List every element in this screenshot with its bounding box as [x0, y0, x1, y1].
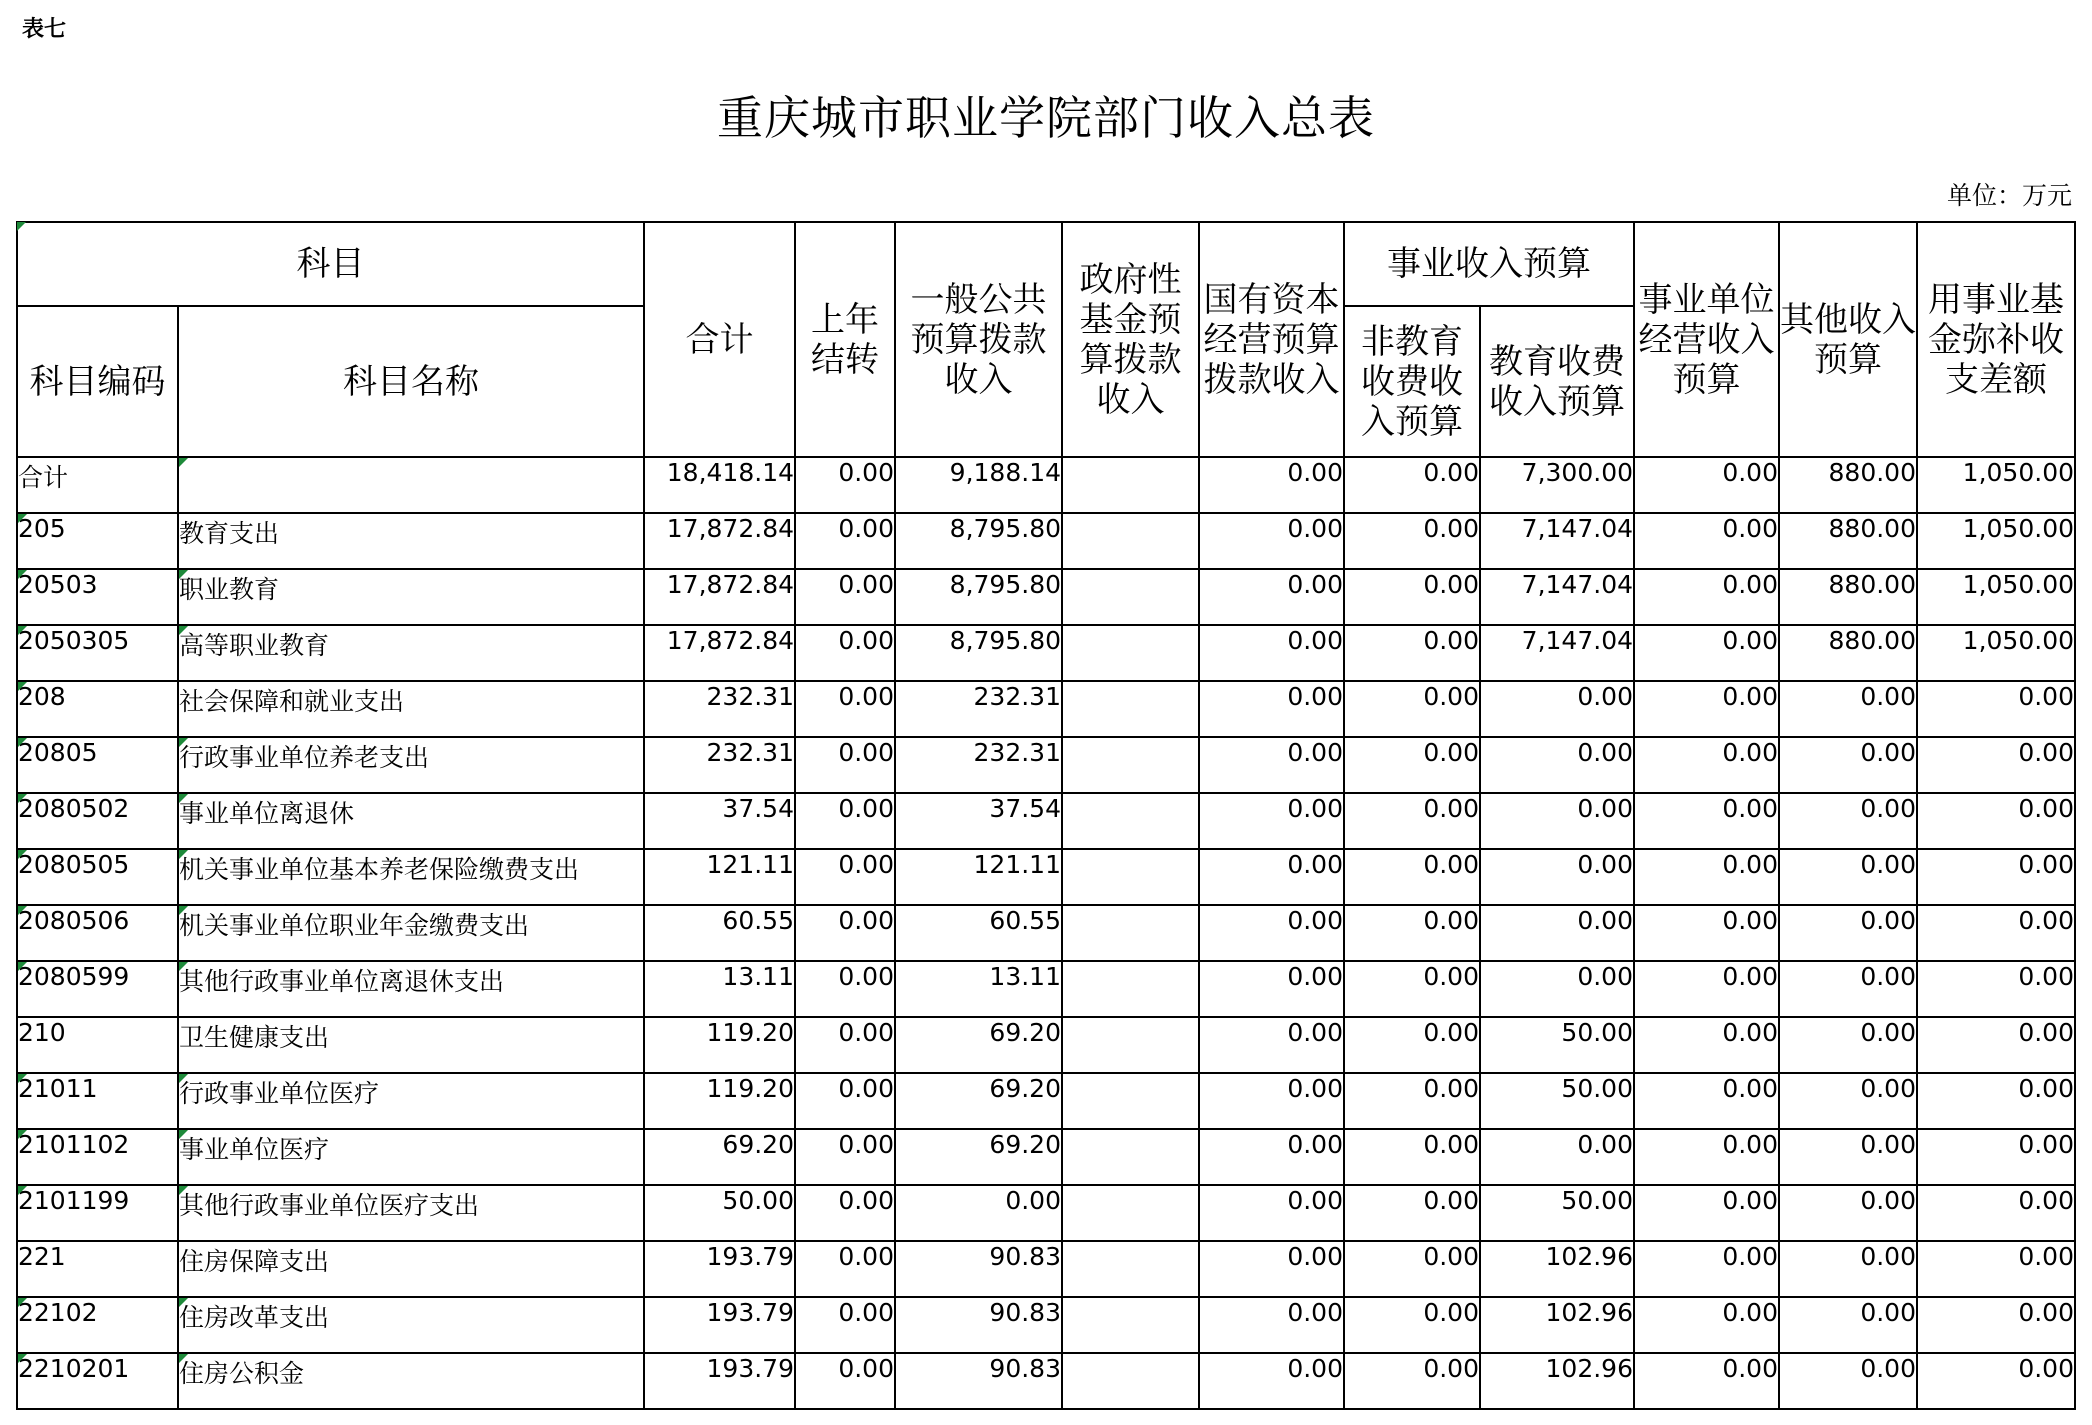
gov-fund-cell — [1062, 849, 1199, 905]
state-capital-cell: 0.00 — [1199, 1073, 1344, 1129]
general-budget-cell: 69.20 — [895, 1073, 1062, 1129]
header-state-capital: 国有资本经营预算拨款收入 — [1199, 222, 1344, 457]
page-title: 重庆城市职业学院部门收入总表 — [717, 91, 1375, 145]
cell-marker-icon — [179, 850, 188, 859]
reserve-fund-cell: 0.00 — [1917, 1185, 2075, 1241]
non-edu-fee-cell: 0.00 — [1344, 961, 1480, 1017]
business-operating-cell: 0.00 — [1634, 569, 1779, 625]
cell-marker-icon — [18, 1130, 27, 1139]
gov-fund-cell — [1062, 737, 1199, 793]
gov-fund-cell — [1062, 1185, 1199, 1241]
edu-fee-cell: 0.00 — [1480, 961, 1634, 1017]
other-income-cell: 0.00 — [1779, 1073, 1917, 1129]
subject-code-cell: 210 — [17, 1017, 178, 1073]
state-capital-cell: 0.00 — [1199, 625, 1344, 681]
subject-name-cell: 事业单位离退休 — [178, 793, 644, 849]
table-body — [17, 457, 2075, 1409]
carryover-cell: 0.00 — [795, 737, 895, 793]
reserve-fund-cell: 0.00 — [1917, 905, 2075, 961]
subject-name-cell: 机关事业单位职业年金缴费支出 — [178, 905, 644, 961]
subject-name-cell: 卫生健康支出 — [178, 1017, 644, 1073]
edu-fee-cell: 0.00 — [1480, 681, 1634, 737]
general-budget-cell: 232.31 — [895, 681, 1062, 737]
header-non-edu-fee: 非教育收费收入预算 — [1344, 306, 1480, 457]
carryover-cell: 0.00 — [795, 905, 895, 961]
carryover-cell: 0.00 — [795, 1185, 895, 1241]
general-budget-cell: 121.11 — [895, 849, 1062, 905]
total-cell: 232.31 — [644, 681, 795, 737]
cell-marker-icon — [18, 682, 27, 691]
gov-fund-cell — [1062, 1297, 1199, 1353]
carryover-cell: 0.00 — [795, 1353, 895, 1409]
table-row — [17, 961, 2075, 1017]
other-income-cell: 880.00 — [1779, 625, 1917, 681]
subject-name-cell: 机关事业单位基本养老保险缴费支出 — [178, 849, 644, 905]
state-capital-cell: 0.00 — [1199, 961, 1344, 1017]
non-edu-fee-cell: 0.00 — [1344, 1073, 1480, 1129]
document-tag: 表七 — [22, 16, 67, 42]
subject-code-cell: 221 — [17, 1241, 178, 1297]
non-edu-fee-cell: 0.00 — [1344, 1353, 1480, 1409]
edu-fee-cell: 0.00 — [1480, 737, 1634, 793]
cell-marker-icon — [179, 1186, 188, 1195]
non-edu-fee-cell: 0.00 — [1344, 513, 1480, 569]
total-cell: 18,418.14 — [644, 457, 795, 513]
cell-marker-icon — [18, 626, 27, 635]
state-capital-cell: 0.00 — [1199, 513, 1344, 569]
header-total: 合计 — [644, 222, 795, 457]
other-income-cell: 0.00 — [1779, 849, 1917, 905]
subject-name-cell: 高等职业教育 — [178, 625, 644, 681]
cell-marker-icon — [179, 738, 188, 747]
header-subject-name: 科目名称 — [178, 306, 644, 457]
state-capital-cell: 0.00 — [1199, 1129, 1344, 1185]
table-row — [17, 457, 2075, 513]
cell-marker-icon — [18, 1298, 27, 1307]
reserve-fund-cell: 0.00 — [1917, 681, 2075, 737]
reserve-fund-cell: 0.00 — [1917, 961, 2075, 1017]
edu-fee-cell: 7,147.04 — [1480, 513, 1634, 569]
edu-fee-cell: 7,300.00 — [1480, 457, 1634, 513]
carryover-cell: 0.00 — [795, 793, 895, 849]
gov-fund-cell — [1062, 905, 1199, 961]
total-cell: 119.20 — [644, 1073, 795, 1129]
gov-fund-cell — [1062, 1353, 1199, 1409]
non-edu-fee-cell: 0.00 — [1344, 1185, 1480, 1241]
other-income-cell: 0.00 — [1779, 1129, 1917, 1185]
business-operating-cell: 0.00 — [1634, 1297, 1779, 1353]
cell-marker-icon — [17, 222, 26, 231]
subject-code-cell: 2080599 — [17, 961, 178, 1017]
edu-fee-cell: 7,147.04 — [1480, 569, 1634, 625]
total-cell: 193.79 — [644, 1297, 795, 1353]
non-edu-fee-cell: 0.00 — [1344, 1297, 1480, 1353]
edu-fee-cell: 7,147.04 — [1480, 625, 1634, 681]
general-budget-cell: 90.83 — [895, 1241, 1062, 1297]
table-row — [17, 681, 2075, 737]
cell-marker-icon — [18, 1186, 27, 1195]
non-edu-fee-cell: 0.00 — [1344, 793, 1480, 849]
business-operating-cell: 0.00 — [1634, 961, 1779, 1017]
other-income-cell: 880.00 — [1779, 457, 1917, 513]
reserve-fund-cell: 0.00 — [1917, 1241, 2075, 1297]
general-budget-cell: 8,795.80 — [895, 513, 1062, 569]
non-edu-fee-cell: 0.00 — [1344, 849, 1480, 905]
total-cell: 50.00 — [644, 1185, 795, 1241]
general-budget-cell: 37.54 — [895, 793, 1062, 849]
cell-marker-icon — [179, 458, 188, 467]
table-row — [17, 1017, 2075, 1073]
reserve-fund-cell: 0.00 — [1917, 1297, 2075, 1353]
other-income-cell: 0.00 — [1779, 737, 1917, 793]
cell-marker-icon — [179, 962, 188, 971]
non-edu-fee-cell: 0.00 — [1344, 1129, 1480, 1185]
general-budget-cell: 90.83 — [895, 1353, 1062, 1409]
reserve-fund-cell: 0.00 — [1917, 849, 2075, 905]
total-cell: 193.79 — [644, 1353, 795, 1409]
general-budget-cell: 69.20 — [895, 1129, 1062, 1185]
cell-marker-icon — [18, 738, 27, 747]
state-capital-cell: 0.00 — [1199, 849, 1344, 905]
table-row — [17, 569, 2075, 625]
state-capital-cell: 0.00 — [1199, 905, 1344, 961]
subject-name-cell: 社会保障和就业支出 — [178, 681, 644, 737]
total-cell: 17,872.84 — [644, 569, 795, 625]
total-cell: 60.55 — [644, 905, 795, 961]
subject-name-cell: 住房公积金 — [178, 1353, 644, 1409]
other-income-cell: 0.00 — [1779, 905, 1917, 961]
other-income-cell: 0.00 — [1779, 793, 1917, 849]
subject-code-cell: 2210201 — [17, 1353, 178, 1409]
carryover-cell: 0.00 — [795, 1129, 895, 1185]
table-row — [17, 513, 2075, 569]
carryover-cell: 0.00 — [795, 849, 895, 905]
carryover-cell: 0.00 — [795, 1073, 895, 1129]
header-subject-code: 科目编码 — [17, 306, 178, 457]
header-reserve-fund: 用事业基金弥补收支差额 — [1917, 222, 2075, 457]
cell-marker-icon — [18, 850, 27, 859]
subject-code-cell: 2101102 — [17, 1129, 178, 1185]
state-capital-cell: 0.00 — [1199, 793, 1344, 849]
other-income-cell: 0.00 — [1779, 961, 1917, 1017]
table-row — [17, 905, 2075, 961]
reserve-fund-cell: 0.00 — [1917, 1129, 2075, 1185]
total-cell: 119.20 — [644, 1017, 795, 1073]
header-gov-fund: 政府性基金预算拨款收入 — [1062, 222, 1199, 457]
gov-fund-cell — [1062, 457, 1199, 513]
cell-marker-icon — [179, 1074, 188, 1083]
non-edu-fee-cell: 0.00 — [1344, 1017, 1480, 1073]
subject-code-cell: 20805 — [17, 737, 178, 793]
state-capital-cell: 0.00 — [1199, 1017, 1344, 1073]
business-operating-cell: 0.00 — [1634, 1129, 1779, 1185]
state-capital-cell: 0.00 — [1199, 681, 1344, 737]
subject-name-cell: 行政事业单位养老支出 — [178, 737, 644, 793]
reserve-fund-cell: 0.00 — [1917, 1017, 2075, 1073]
reserve-fund-cell: 0.00 — [1917, 737, 2075, 793]
state-capital-cell: 0.00 — [1199, 457, 1344, 513]
edu-fee-cell: 102.96 — [1480, 1353, 1634, 1409]
non-edu-fee-cell: 0.00 — [1344, 625, 1480, 681]
subject-name-cell: 事业单位医疗 — [178, 1129, 644, 1185]
edu-fee-cell: 0.00 — [1480, 793, 1634, 849]
table-row — [17, 625, 2075, 681]
table-row — [17, 1129, 2075, 1185]
subject-code-cell: 2080502 — [17, 793, 178, 849]
reserve-fund-cell: 0.00 — [1917, 1353, 2075, 1409]
cell-marker-icon — [179, 1354, 188, 1363]
cell-marker-icon — [179, 794, 188, 803]
edu-fee-cell: 102.96 — [1480, 1297, 1634, 1353]
business-operating-cell: 0.00 — [1634, 1185, 1779, 1241]
gov-fund-cell — [1062, 1073, 1199, 1129]
general-budget-cell: 60.55 — [895, 905, 1062, 961]
reserve-fund-cell: 0.00 — [1917, 1073, 2075, 1129]
gov-fund-cell — [1062, 793, 1199, 849]
cell-marker-icon — [18, 1074, 27, 1083]
header-edu-fee: 教育收费收入预算 — [1480, 306, 1634, 457]
non-edu-fee-cell: 0.00 — [1344, 737, 1480, 793]
header-general-budget: 一般公共预算拨款收入 — [895, 222, 1062, 457]
business-operating-cell: 0.00 — [1634, 1073, 1779, 1129]
table-row — [17, 793, 2075, 849]
general-budget-cell: 69.20 — [895, 1017, 1062, 1073]
edu-fee-cell: 0.00 — [1480, 849, 1634, 905]
subject-code-cell: 2101199 — [17, 1185, 178, 1241]
business-operating-cell: 0.00 — [1634, 793, 1779, 849]
non-edu-fee-cell: 0.00 — [1344, 1241, 1480, 1297]
gov-fund-cell — [1062, 961, 1199, 1017]
subject-code-cell: 2080505 — [17, 849, 178, 905]
reserve-fund-cell: 1,050.00 — [1917, 513, 2075, 569]
total-cell: 17,872.84 — [644, 513, 795, 569]
state-capital-cell: 0.00 — [1199, 1353, 1344, 1409]
business-operating-cell: 0.00 — [1634, 1353, 1779, 1409]
gov-fund-cell — [1062, 1129, 1199, 1185]
non-edu-fee-cell: 0.00 — [1344, 569, 1480, 625]
cell-marker-icon — [18, 906, 27, 915]
state-capital-cell: 0.00 — [1199, 1241, 1344, 1297]
subject-name-cell: 其他行政事业单位医疗支出 — [178, 1185, 644, 1241]
subject-name-cell: 教育支出 — [178, 513, 644, 569]
other-income-cell: 0.00 — [1779, 1185, 1917, 1241]
total-cell: 69.20 — [644, 1129, 795, 1185]
subject-name-cell: 行政事业单位医疗 — [178, 1073, 644, 1129]
gov-fund-cell — [1062, 681, 1199, 737]
state-capital-cell: 0.00 — [1199, 1297, 1344, 1353]
business-operating-cell: 0.00 — [1634, 681, 1779, 737]
subject-name-cell: 职业教育 — [178, 569, 644, 625]
gov-fund-cell — [1062, 569, 1199, 625]
edu-fee-cell: 0.00 — [1480, 905, 1634, 961]
gov-fund-cell — [1062, 625, 1199, 681]
general-budget-cell: 8,795.80 — [895, 569, 1062, 625]
other-income-cell: 880.00 — [1779, 513, 1917, 569]
other-income-cell: 0.00 — [1779, 1241, 1917, 1297]
reserve-fund-cell: 1,050.00 — [1917, 625, 2075, 681]
cell-marker-icon — [18, 794, 27, 803]
carryover-cell: 0.00 — [795, 513, 895, 569]
table-row — [17, 737, 2075, 793]
subject-code-cell: 205 — [17, 513, 178, 569]
reserve-fund-cell: 1,050.00 — [1917, 569, 2075, 625]
cell-marker-icon — [18, 1354, 27, 1363]
table-row — [17, 849, 2075, 905]
cell-marker-icon — [18, 514, 27, 523]
business-operating-cell: 0.00 — [1634, 457, 1779, 513]
unit-label: 单位：万元 — [1946, 181, 2072, 210]
cell-marker-icon — [179, 570, 188, 579]
business-operating-cell: 0.00 — [1634, 513, 1779, 569]
other-income-cell: 0.00 — [1779, 1017, 1917, 1073]
carryover-cell: 0.00 — [795, 625, 895, 681]
total-cell: 121.11 — [644, 849, 795, 905]
business-operating-cell: 0.00 — [1634, 905, 1779, 961]
other-income-cell: 0.00 — [1779, 1297, 1917, 1353]
other-income-cell: 880.00 — [1779, 569, 1917, 625]
header-business-income-group: 事业收入预算 — [1344, 222, 1634, 306]
general-budget-cell: 232.31 — [895, 737, 1062, 793]
carryover-cell: 0.00 — [795, 1241, 895, 1297]
edu-fee-cell: 50.00 — [1480, 1185, 1634, 1241]
subject-code-cell: 21011 — [17, 1073, 178, 1129]
general-budget-cell: 9,188.14 — [895, 457, 1062, 513]
cell-marker-icon — [18, 570, 27, 579]
other-income-cell: 0.00 — [1779, 1353, 1917, 1409]
header-carryover: 上年结转 — [795, 222, 895, 457]
carryover-cell: 0.00 — [795, 1297, 895, 1353]
gov-fund-cell — [1062, 1017, 1199, 1073]
state-capital-cell: 0.00 — [1199, 1185, 1344, 1241]
general-budget-cell: 13.11 — [895, 961, 1062, 1017]
table-row — [17, 1185, 2075, 1241]
general-budget-cell: 0.00 — [895, 1185, 1062, 1241]
gov-fund-cell — [1062, 1241, 1199, 1297]
total-cell: 37.54 — [644, 793, 795, 849]
edu-fee-cell: 50.00 — [1480, 1017, 1634, 1073]
edu-fee-cell: 50.00 — [1480, 1073, 1634, 1129]
carryover-cell: 0.00 — [795, 1017, 895, 1073]
carryover-cell: 0.00 — [795, 961, 895, 1017]
header-other-income: 其他收入预算 — [1779, 222, 1917, 457]
total-cell: 17,872.84 — [644, 625, 795, 681]
carryover-cell: 0.00 — [795, 457, 895, 513]
general-budget-cell: 8,795.80 — [895, 625, 1062, 681]
subject-code-cell: 20503 — [17, 569, 178, 625]
gov-fund-cell — [1062, 513, 1199, 569]
subject-name-cell: 住房保障支出 — [178, 1241, 644, 1297]
reserve-fund-cell: 1,050.00 — [1917, 457, 2075, 513]
total-cell: 13.11 — [644, 961, 795, 1017]
total-cell: 193.79 — [644, 1241, 795, 1297]
business-operating-cell: 0.00 — [1634, 849, 1779, 905]
business-operating-cell: 0.00 — [1634, 625, 1779, 681]
non-edu-fee-cell: 0.00 — [1344, 905, 1480, 961]
other-income-cell: 0.00 — [1779, 681, 1917, 737]
business-operating-cell: 0.00 — [1634, 1241, 1779, 1297]
subject-name-cell — [178, 457, 644, 513]
state-capital-cell: 0.00 — [1199, 569, 1344, 625]
header-subject-group: 科目 — [17, 222, 644, 306]
cell-marker-icon — [179, 906, 188, 915]
carryover-cell: 0.00 — [795, 569, 895, 625]
carryover-cell: 0.00 — [795, 681, 895, 737]
subject-name-cell: 其他行政事业单位离退休支出 — [178, 961, 644, 1017]
cell-marker-icon — [179, 1298, 188, 1307]
cell-marker-icon — [18, 962, 27, 971]
table-row — [17, 1241, 2075, 1297]
subject-name-cell: 住房改革支出 — [178, 1297, 644, 1353]
header-business-operating: 事业单位经营收入预算 — [1634, 222, 1779, 457]
business-operating-cell: 0.00 — [1634, 1017, 1779, 1073]
reserve-fund-cell: 0.00 — [1917, 793, 2075, 849]
non-edu-fee-cell: 0.00 — [1344, 681, 1480, 737]
subject-code-cell: 2080506 — [17, 905, 178, 961]
edu-fee-cell: 102.96 — [1480, 1241, 1634, 1297]
table-row — [17, 1073, 2075, 1129]
cell-marker-icon — [179, 1130, 188, 1139]
state-capital-cell: 0.00 — [1199, 737, 1344, 793]
table-row — [17, 1297, 2075, 1353]
cell-marker-icon — [179, 626, 188, 635]
subject-code-cell: 2050305 — [17, 625, 178, 681]
subject-code-cell: 合计 — [17, 457, 178, 513]
subject-code-cell: 22102 — [17, 1297, 178, 1353]
edu-fee-cell: 0.00 — [1480, 1129, 1634, 1185]
total-cell: 232.31 — [644, 737, 795, 793]
non-edu-fee-cell: 0.00 — [1344, 457, 1480, 513]
subject-code-cell: 208 — [17, 681, 178, 737]
income-summary-table — [16, 221, 2076, 1410]
business-operating-cell: 0.00 — [1634, 737, 1779, 793]
table-row — [17, 1353, 2075, 1409]
general-budget-cell: 90.83 — [895, 1297, 1062, 1353]
